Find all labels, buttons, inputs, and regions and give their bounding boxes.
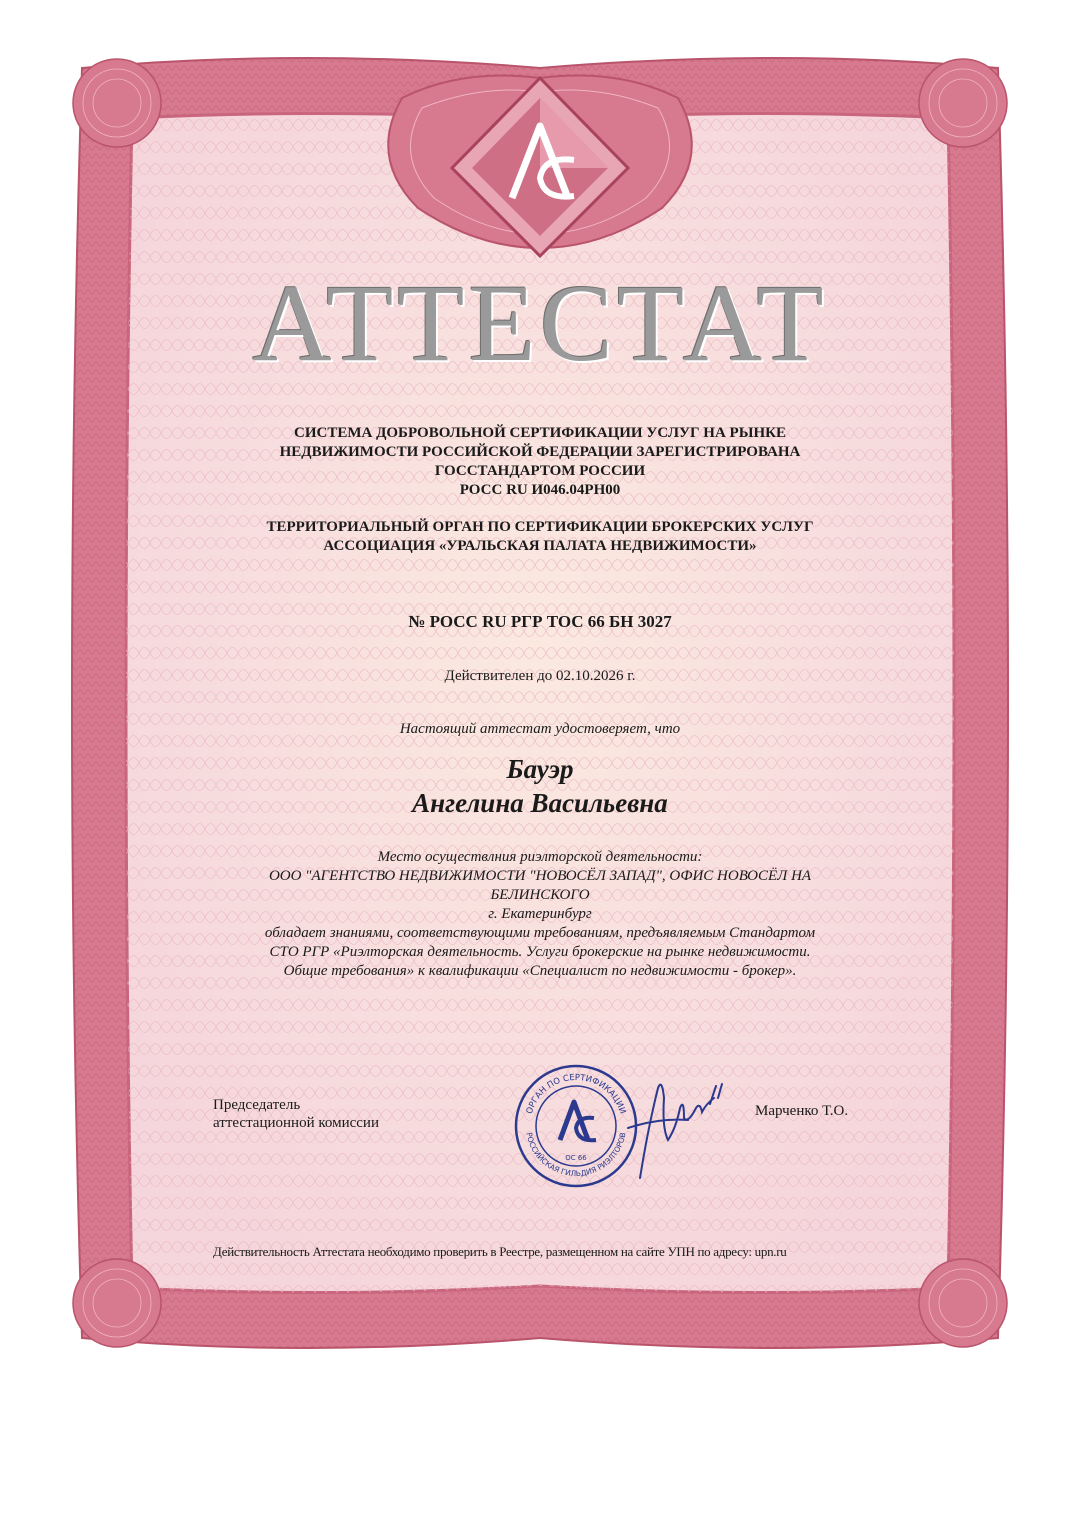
signatory-name: Марченко Т.О.	[755, 1103, 849, 1119]
role-line: аттестационной комиссии	[213, 1115, 379, 1131]
role-line: Председатель	[213, 1097, 301, 1113]
stamp-top-text: ОРГАН ПО СЕРТИФИКАЦИИ	[524, 1072, 628, 1116]
organ-line: АССОЦИАЦИЯ «УРАЛЬСКАЯ ПАЛАТА НЕДВИЖИМОСТИ»	[323, 538, 757, 554]
certificate-title: АТТЕСТАТ	[252, 262, 828, 384]
body-line: обладает знаниями, соответствующими требованиям, предъявляемым Стандартом	[264, 925, 816, 941]
signature-icon	[618, 1068, 728, 1188]
holder-given-name: Ангелина Васильевна	[412, 788, 668, 818]
header-line: ГОССТАНДАРТОМ РОССИИ	[434, 463, 646, 479]
holder-surname: Бауэр	[506, 754, 574, 784]
organ-line: ТЕРРИТОРИАЛЬНЫЙ ОРГАН ПО СЕРТИФИКАЦИИ БРОКЕРСКИХ УСЛУГ	[266, 519, 814, 535]
stamp-code: ОС 66	[565, 1154, 587, 1162]
organ-block	[0, 518, 1080, 556]
body-text	[0, 848, 1080, 981]
certifies-text: Настоящий аттестат удостоверяет, что	[399, 721, 681, 737]
header-line: СИСТЕМА ДОБРОВОЛЬНОЙ СЕРТИФИКАЦИИ УСЛУГ НА РЫНКЕ	[293, 425, 786, 441]
body-line: Общие требования» к квалификации «Специалист по недвижимости - брокер».	[283, 963, 797, 979]
certificate-number: № РОСС RU РГР ТОС 66 БН 3027	[408, 612, 672, 631]
header-line: НЕДВИЖИМОСТИ РОССИЙСКОЙ ФЕДЕРАЦИИ ЗАРЕГИСТРИРОВАНА	[279, 444, 801, 460]
signatory-role	[213, 1096, 379, 1132]
valid-until: Действителен до 02.10.2026 г.	[444, 668, 636, 684]
place-label: Место осуществлния риэлторской деятельности:	[377, 849, 703, 865]
stamp-bottom-text: РОССИЙСКАЯ ГИЛЬДИЯ РИЭЛТОРОВ	[524, 1131, 628, 1179]
body-line: СТО РГР «Риэлторская деятельность. Услуги брокерские на рынке недвижимости.	[269, 944, 811, 960]
registry-notice: Действительность Аттестата необходимо проверить в Реестре, размещенном на сайте УПН по адресу: upn.ru	[213, 1244, 787, 1259]
city: г. Екатеринбург	[488, 906, 592, 922]
holder-name	[0, 752, 1080, 820]
company-name: ООО "АГЕНТСТВО НЕДВИЖИМОСТИ "НОВОСЁЛ ЗАПАД", ОФИС НОВОСЁЛ НА	[268, 868, 812, 884]
company-name: БЕЛИНСКОГО	[490, 887, 590, 903]
header-block	[0, 424, 1080, 500]
registration-number: РОСС RU И046.04РН00	[459, 482, 621, 498]
